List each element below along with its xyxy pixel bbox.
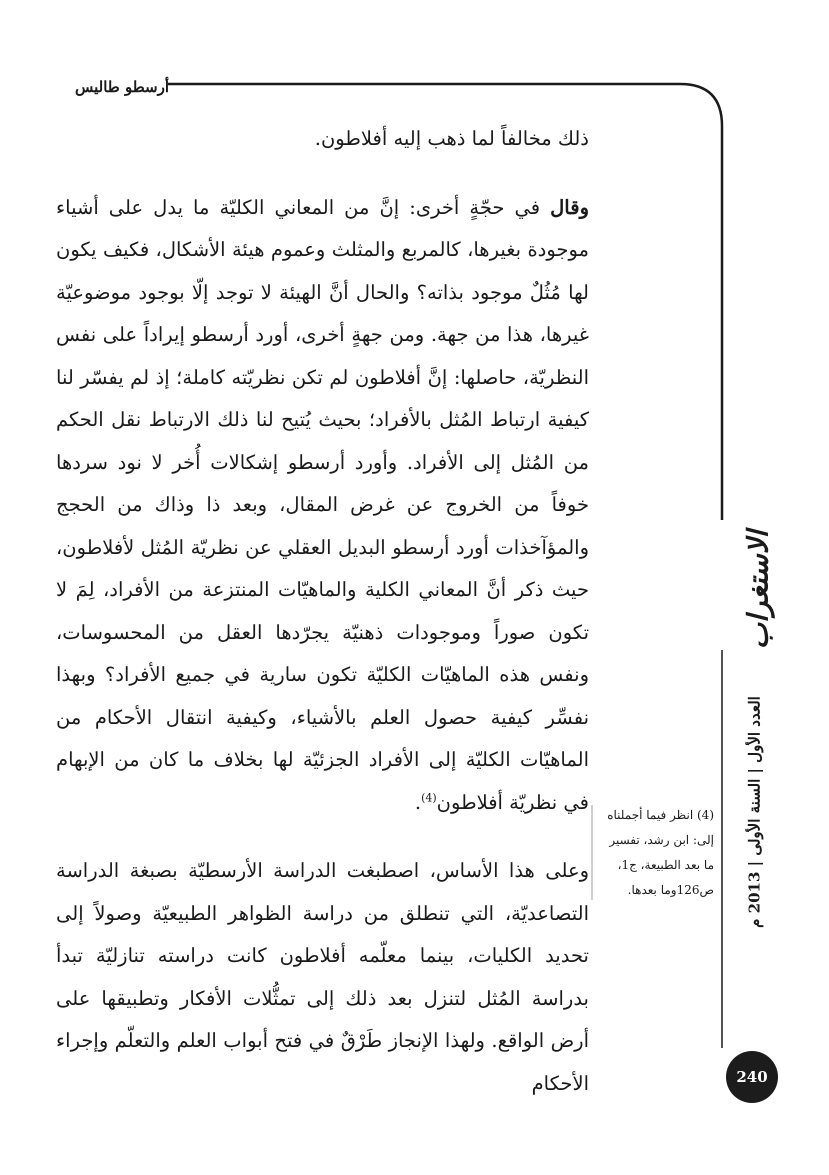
paragraph-2-end: . [414,790,422,814]
paragraph-3 [56,850,589,1105]
paragraph-lead-word: وقال [550,195,589,219]
journal-logo [728,518,788,648]
footnote-marker[interactable]: (4) [421,791,437,804]
paragraph-3-text: وعلى هذا الأساس، اصطبغت الدراسة الأرسطيّة بصبغة الدراسة التصاعديّة، التي تنطلق من دراسة الظواهر الطبيعيّة وصولاً إلى تحديد الكليات، بينما معلّمه أفلاطون كانت دراسته تنازليّة تبدأ بدراسة المُثل لتنزل بعد ذلك إلى تمثُّلات الأفكار وتطبيقها على أرض الواقع. ولهذا الإنجاز طَرْقٌ في فتح أبواب العلم والتعلّم وإجراء الأحكام [56,859,589,1095]
issue-info-wrap [742,690,766,935]
paragraph-2-text: في حجّةٍ أخرى: إنَّ من المعاني الكليّة ما يدل على أشياء موجودة بغيرها، كالمربع والمثلث وعموم هيئة الأشكال، فكيف يكون لها مُثُلٌ موجود بذاته؟ والحال أنَّ الهيئة لا توجد إلّا بوجود موضوعيّة غيرها، هذا من جهة. ومن جهةٍ أخرى، أورد أرسطو إيراداً على نفس النظريّة، حاصلها: إنَّ أفلاطون لم تكن نظريّته كاملة؛ إذ لم يفسّر لنا كيفية ارتباط المُثل بالأفراد؛ بحيث يُتيح لنا ذلك الارتباط نقل الحكم من المُثل إلى الأفراد. وأورد أرسطو إشكالات أُخر لا نود سردها خوفاً من الخروج عن غرض المقال، وبعد ذا وذاك من الحجج والمؤآخذات أورد أرسطو البديل العقلي عن نظريّة المُثل لأفلاطون، حيث ذكر أنَّ المعاني الكلية والماهيّات المنتزعة من الأفراد، لِمَ لا تكون صوراً وموجودات ذهنيّة يجرّدها العقل من المحسوسات، ونفس هذه الماهيّات الكليّة تكون سارية في جميع الأفراد؟ وبهذا نفسِّر كيفية حصول العلم بالأشياء، وكيفية انتقال الأحكام من الماهيّات الكليّة إلى الأفراد الجزئيّة لها بخلاف ما كان من الإبهام في نظريّة أفلاطون [56,195,589,814]
page-number: 240 [726,1051,778,1103]
main-text [56,118,589,1105]
paragraph-2 [56,187,589,825]
journal-title: الاستغراب [741,530,775,650]
intro-line: ذلك مخالفاً لما ذهب إليه أفلاطون. [314,127,589,150]
paragraph-intro [56,118,589,161]
running-header: أرسطو طاليس [75,78,169,96]
issue-info: العدد الأول | السنة الأولى | 2013 م [745,696,764,928]
footnote: (4) انظر فيما أجملناه إلى: ابن رشد، تفسير ما بعد الطبيعة، ج1، ص126وما بعدها. [607,808,714,897]
